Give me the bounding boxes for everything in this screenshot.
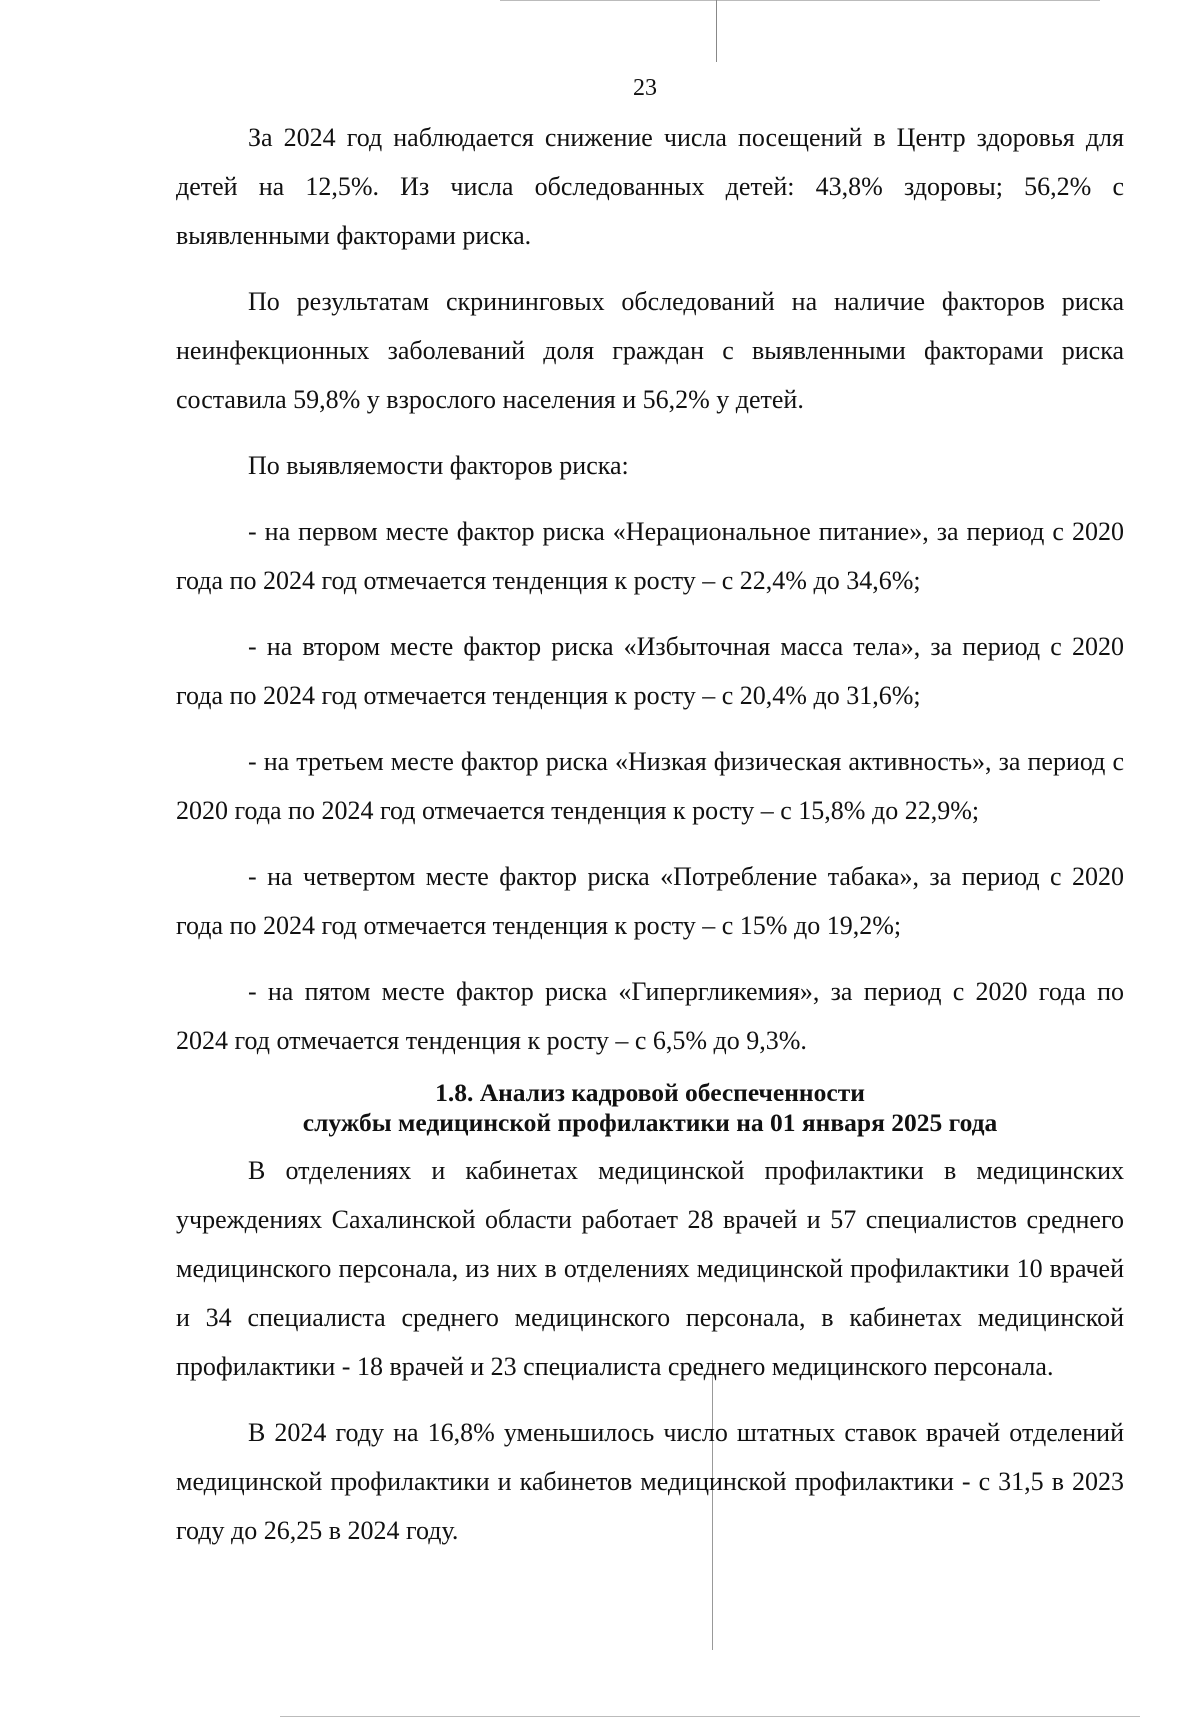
scan-line-bottom [280,1716,1140,1717]
paragraph-center-visits: За 2024 год наблюдается снижение числа посещений в Центр здоровья для детей на 12,5%. Из числа обследованных детей: 43,8% здоровы; 56,2% с выявленными факторами риска. [176,123,1124,250]
paragraph-risk-factor-1: - на первом месте фактор риска «Нерациональное питание», за период с 2020 года по 2024 год отмечается тенденция к росту – с 22,4% до 34,6%; [176,517,1124,595]
paragraph-staffing: В отделениях и кабинетах медицинской профилактики в медицинских учреждениях Сахалинской области работает 28 врачей и 57 специалистов среднего медицинского персонала, из них в отделениях медицинской профилактики 10 врачей и 34 специалиста среднего медицинского персонала, в кабинетах медицинской профилактики - 18 врачей и 23 специалиста среднего медицинского персонала. [176,1156,1124,1381]
paragraph-risk-factor-3: - на третьем месте фактор риска «Низкая физическая активность», за период с 2020 года по 2024 год отмечается тенденция к росту – с 15,8% до 22,9%; [176,747,1124,825]
scan-line-top [500,0,1100,1]
section-heading [176,1078,1124,1138]
paragraph-risk-factors-intro: По выявляемости факторов риска: [248,451,629,480]
paragraph-staff-positions: В 2024 году на 16,8% уменьшилось число штатных ставок врачей отделений медицинской профилактики и кабинетов медицинской профилактики - с 31,5 в 2023 году до 26,25 в 2024 году. [176,1418,1124,1545]
section-heading-line-2: службы медицинской профилактики на 01 января 2025 года [302,1108,998,1137]
paragraph-risk-factor-5: - на пятом месте фактор риска «Гипергликемия», за период с 2020 года по 2024 год отмечается тенденция к росту – с 6,5% до 9,3%. [176,977,1124,1055]
page-number: 23 [633,75,657,101]
document-body [176,113,1124,1555]
paragraph-risk-factor-4: - на четвертом месте фактор риска «Потребление табака», за период с 2020 года по 2024 год отмечается тенденция к росту – с 15% до 19,2%; [176,862,1124,940]
paragraph-screening-results: По результатам скрининговых обследований на наличие факторов риска неинфекционных заболеваний доля граждан с выявленными факторами риска составила 59,8% у взрослого населения и 56,2% у детей. [176,287,1124,414]
paragraph-risk-factor-2: - на втором месте фактор риска «Избыточная масса тела», за период с 2020 года по 2024 год отмечается тенденция к росту – с 20,4% до 31,6%; [176,632,1124,710]
scan-fold-line [716,0,717,62]
section-heading-line-1: 1.8. Анализ кадровой обеспеченности [435,1078,865,1107]
